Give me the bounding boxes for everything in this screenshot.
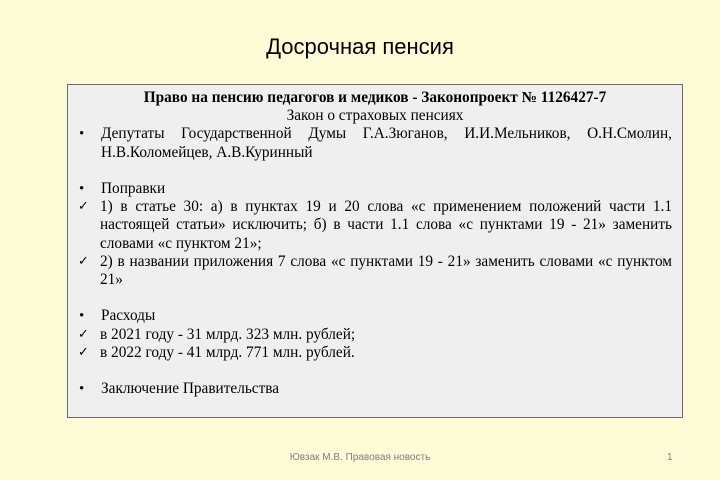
expenses-label: Расходы [101, 307, 156, 325]
page-number: 1 [667, 452, 673, 463]
slide-title: Досрочная пенсия [266, 34, 454, 59]
spacer [78, 162, 672, 180]
authors-item [78, 125, 672, 161]
authors-text: Депутаты Государственной Думы Г.А.Зюганов, И.И.Мельников, О.Н.Смолин, Н.В.Коломейцев, А.В.Куринный [101, 125, 672, 161]
amendment-1-text: 1) в статье 30: а) в пунктах 19 и 20 слова «с применением положений части 1.1 настоящей статьи» исключить; б) в части 1.1 слова «с пунктами 19 - 21» заменить словами «с пунктом 21»; [100, 198, 672, 252]
amendments-label: Поправки [101, 180, 166, 197]
amendment-1-item [78, 198, 672, 253]
conclusion-item [78, 380, 672, 398]
expense-2022-item [78, 344, 672, 362]
bill-heading: Право на пенсию педагогов и медиков - Законопроект № 1126427-7 [143, 89, 607, 106]
expense-2022-text: в 2022 году - 41 млрд. 771 млн. рублей. [100, 343, 355, 361]
bullet-icon: • [79, 381, 85, 398]
conclusion-label: Заключение Правительства [101, 380, 280, 398]
bullet-icon: • [79, 181, 85, 197]
checkmark-icon: ✓ [78, 253, 89, 269]
spacer [78, 362, 672, 380]
checkmark-icon: ✓ [78, 326, 89, 342]
spacer [78, 289, 672, 307]
content-box [67, 84, 683, 418]
expense-2021-item [78, 326, 672, 344]
footer-text: Ювзак М.В. Правовая новость [289, 452, 431, 463]
expense-2021-text: в 2021 году - 31 млрд. 323 млн. рублей; [100, 325, 356, 343]
checkmark-icon: ✓ [78, 344, 89, 360]
amendments-item [78, 180, 672, 198]
bullet-icon: • [79, 308, 85, 325]
amendment-2-text: 2) в названии приложения 7 слова «с пунктами 19 - 21» заменить словами «с пунктом 21» [100, 252, 672, 289]
checkmark-icon: ✓ [78, 199, 89, 215]
bullet-icon: • [79, 126, 85, 143]
amendment-2-item [78, 253, 672, 289]
expenses-item [78, 307, 672, 325]
law-subheading: Закон о страховых пенсиях [286, 107, 464, 125]
